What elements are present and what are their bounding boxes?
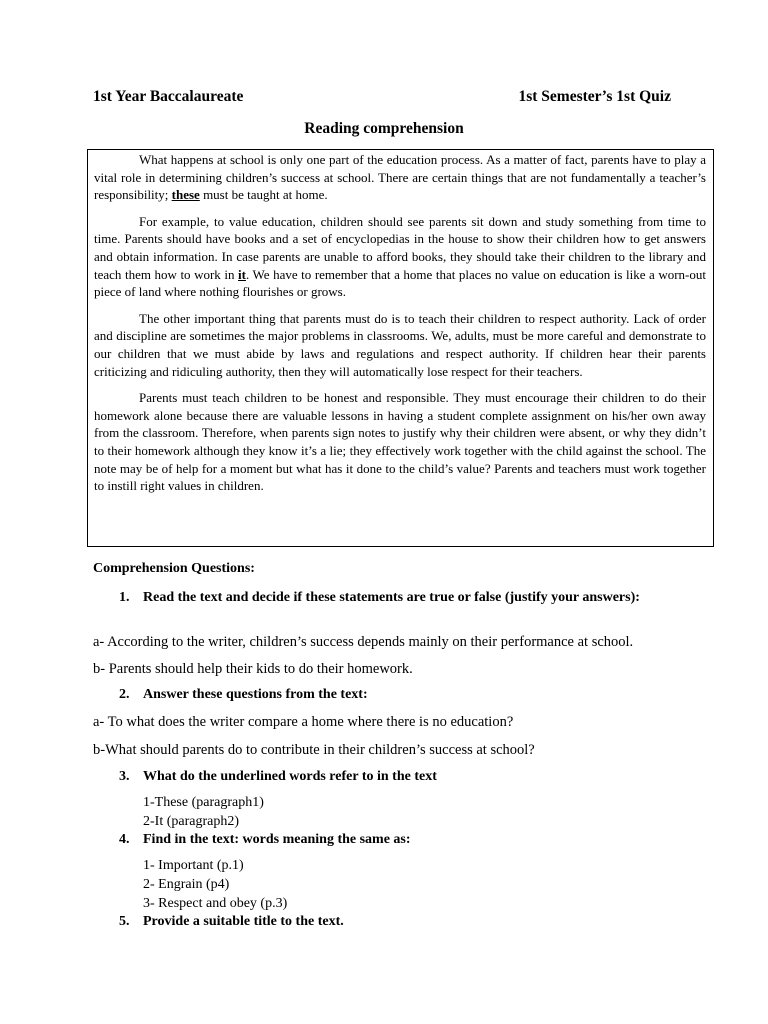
question-2-b: b-What should parents do to contribute in their children’s success at school? [93, 742, 535, 758]
question-4-item: 2- Engrain (p4) [143, 877, 230, 892]
question-3-item: 2-It (paragraph2) [143, 814, 240, 829]
class-level: 1st Year Baccalaureate [93, 88, 244, 105]
statement-b: b- Parents should help their kids to do their homework. [93, 661, 413, 677]
questions-heading: Comprehension Questions: [93, 561, 255, 576]
question-3-item: 1-These (paragraph1) [143, 795, 264, 810]
paragraph-4: Parents must teach children to be honest and responsible. They must encourage their children to do their homework alone because there are valuable lessons in having a student complete assignment on his/her own away from the classroom. Therefore, when parents sign notes to justify why their children were absent, or why they didn’t to their homework although they know it’s a lie; they effectively work together with the child against the school. The note may be of help for a moment but what has it done to the child’s value? Parents and teachers must work together to instill right values in children. [94, 390, 706, 494]
paragraph-3: The other important thing that parents must do is to teach their children to respect authority. Lack of order and discipline are sometimes the major problems in classrooms. We, adults, must be more careful and demonstrate to our children that we must abide by laws and regulations and respect authority. If children hear their parents criticizing and ridiculing authority, then they will automatically lose respect for their teachers. [94, 310, 706, 379]
statement-a: a- According to the writer, children’s success depends mainly on their performance at school. [93, 634, 634, 650]
quiz-label: 1st Semester’s 1st Quiz [518, 88, 671, 105]
paragraph-1: What happens at school is only one part of the education process. As a matter of fact, parents have to play a vital role in determining children’s success at school. There are certain things that are not fundamentally a teacher’s responsibility; these must be taught at home. [94, 152, 706, 203]
underlined-word-these: these [171, 187, 200, 203]
question-5: 5. Provide a suitable title to the text. [119, 914, 344, 929]
reading-passage [87, 149, 714, 547]
question-4-item: 3- Respect and obey (p.3) [143, 896, 288, 911]
question-2-a: a- To what does the writer compare a home where there is no education? [93, 714, 514, 730]
paragraph-2: For example, to value education, children should see parents sit down and study something from time to time. Parents should have books and a set of encyclopedias in the house to show their children how to get answers and obtain information. In case parents are unable to afford books, they should take their children to the library and teach them how to work in it. We have to remember that a home that places no value on education is like a worn-out piece of land where nothing flourishes or grows. [94, 213, 706, 300]
section-title: Reading comprehension [304, 120, 464, 137]
question-4: 4. Find in the text: words meaning the same as: [119, 832, 411, 847]
question-3: 3. What do the underlined words refer to in the text [119, 769, 437, 784]
question-4-item: 1- Important (p.1) [143, 858, 244, 873]
question-2: 2. Answer these questions from the text: [119, 687, 368, 702]
underlined-word-it: it [238, 266, 246, 282]
comprehension-questions [93, 561, 693, 931]
question-1: 1. Read the text and decide if these statements are true or false (justify your answers): [119, 590, 640, 605]
